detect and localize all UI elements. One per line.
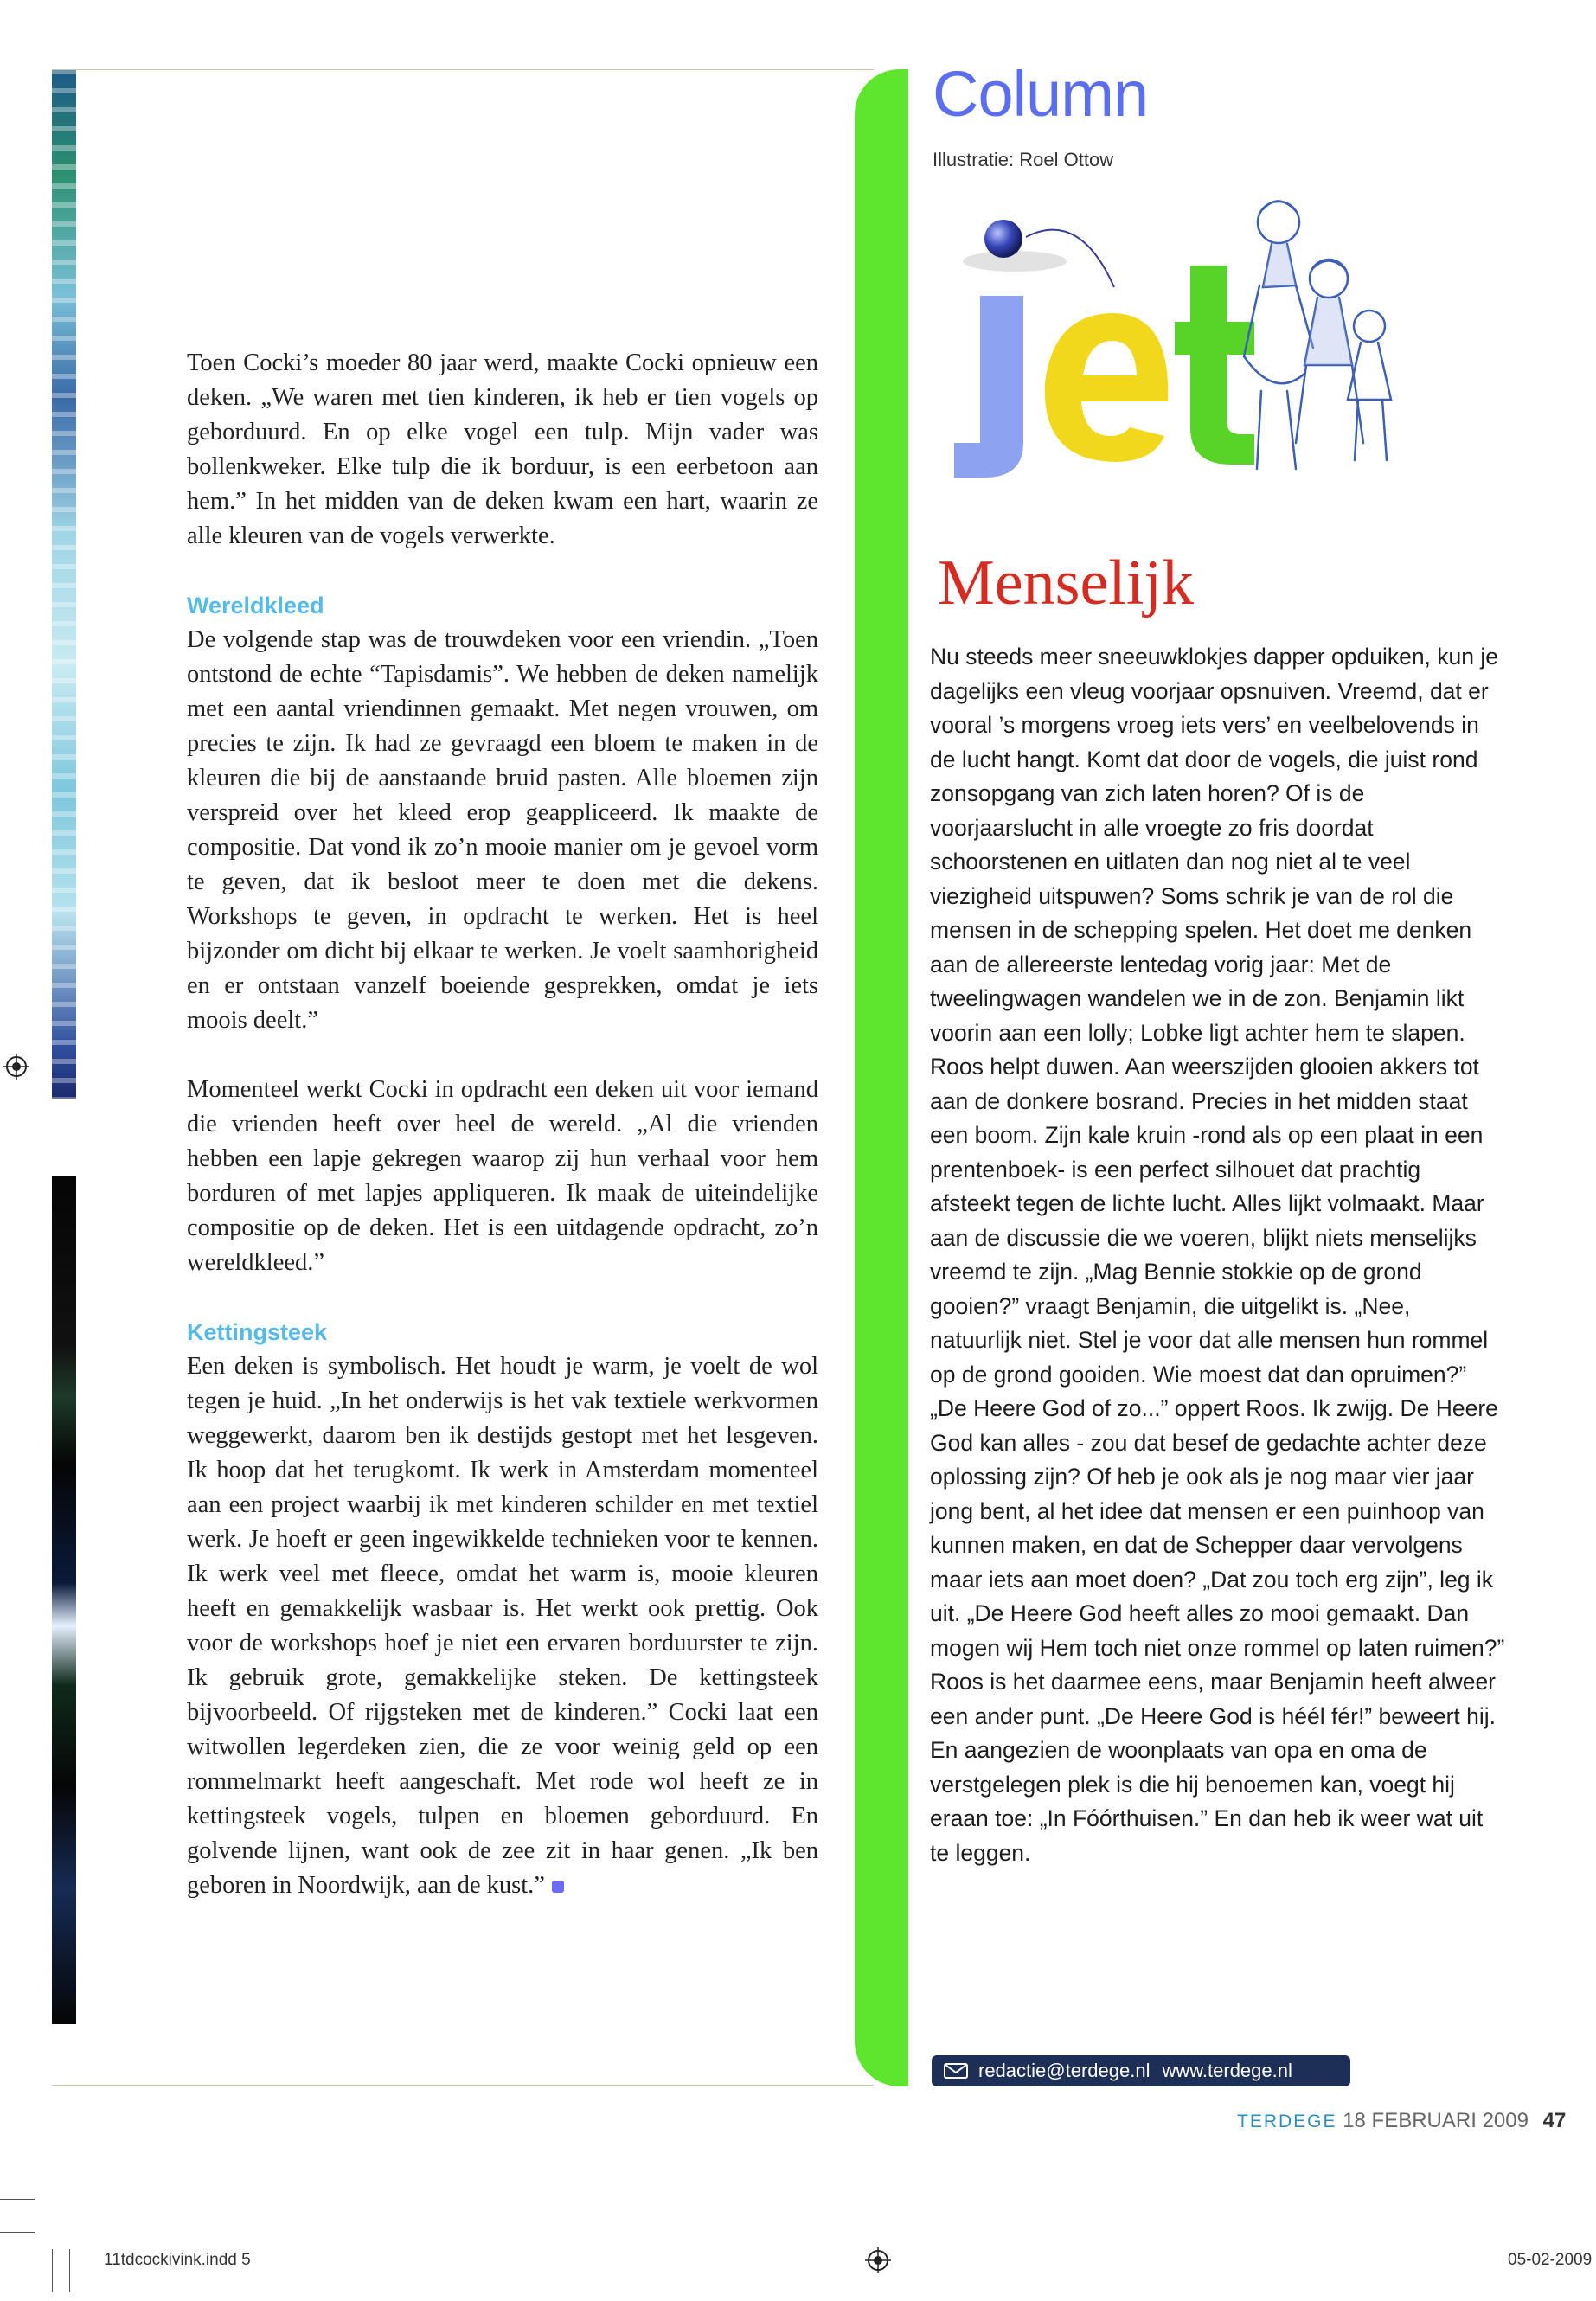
frame-rule-top [52,69,874,70]
article-paragraph-last [187,1349,818,1903]
subheading-kettingsteek: Kettingsteek [187,1319,328,1345]
article-intro: Toen Cocki’s moeder 80 jaar werd, maakte Cocki opnieuw een deken. „We waren met tien kinderen, ik heb er tien vogels op geborduurd. En op elke vogel een tulp. Mijn vader was bollenkweker. Elke tulp die ik borduur, is een eerbetoon aan hem.” In het midden van de deken kwam een hart, waarin ze alle kleuren van de vogels verwerkte. [187,349,818,549]
main-article [187,346,818,1903]
registration-mark-icon [865,2247,891,2273]
page-folio [1237,2109,1566,2133]
column-green-panel [855,69,908,2086]
page-number: 47 [1542,2109,1567,2132]
photo-strip-bottom [52,1176,76,2024]
column-body [930,640,1506,1870]
column-label: Column [933,58,1148,130]
illustration-credit: Illustratie: Roel Ottow [933,149,1114,170]
print-slug-file: 11tdcockivink.indd 5 [104,2251,251,2269]
contact-bar [932,2055,1350,2086]
subheading-wereldkleed: Wereldkleed [187,593,324,619]
jet-logo-illustration [933,183,1417,503]
end-mark-icon [552,1881,564,1893]
column-paragraph: Nu steeds meer sneeuwklokjes dapper opduiken, kun je dagelijks een vleug voorjaar opsnuiven. Vreemd, dat er vooral ’s morgens vroeg iets vers’ en veelbelovends in de lucht hangt. Komt dat door de vogels, die juist rond zonsopgang van zich laten horen? Of is de voorjaarslucht in alle vroegte zo fris doordat schoorstenen en uitlaten dan nog niet al te veel viezigheid uitspuwen? Soms schrik je van de rol die mensen in de schepping spelen. Het doet me denken aan de allereerste lentedag vorig jaar: Met de tweelingwagen wandelen we in de zon. Benjamin likt voorin aan een lolly; Lobke ligt achter hem te slapen. Roos helpt duwen. Aan weerszijden glooien akkers tot aan de donkere bosrand. Precies in het midden staat een boom. Zijn kale kruin -rond als op een plaat in een prentenboek- is een perfect silhouet dat prachtig afsteekt tegen de lichte lucht. Alles lijkt volmaakt. Maar aan de discussie die we voeren, blijkt niets menselijks vreemd te zijn. „Mag Bennie stokkie op de grond gooien?” vraagt Benjamin, die uitgelikt is. „Nee, natuurlijk niet. Stel je voor dat alle mensen hun rommel op de grond gooiden. Wie moest dat dan opruimen?” „De Heere God of zo...” oppert Roos. Ik zwijg. De Heere God kan alles - zou dat besef de gedachte achter deze oplossing zijn? Of heb je ook als je nog maar vier jaar jong bent, al het idee dat mensen er een puinhoop van kunnen maken, en dat de Schepper daar vervolgens maar iets aan moet doen? „Dat zou toch erg zijn”, leg ik uit. „De Heere God heeft alles zo mooi gemaakt. Dan mogen wij Hem toch niet onze rommel op laten ruimen?” Roos is het daarmee eens, maar Benjamin heeft alweer een ander punt. „De Heere God is héél fér!” beweert hij. En aangezien de woonplaats van opa en oma de verstgelegen plek is die hij benoemen kan, voegt hij eraan toe: „In Fóórthuisen.” En dan heb ik weer wat uit te leggen. [930,644,1505,1866]
issue-date: 18 FEBRUARI 2009 [1343,2109,1529,2132]
print-slug-date: 05-02-2009 [1508,2251,1593,2269]
column-title: Menselijk [938,548,1194,619]
registration-mark-icon [3,1054,29,1080]
photo-strip-top [52,69,76,1099]
contact-website-link[interactable]: www.terdege.nl [1162,2060,1292,2081]
crop-mark [0,2232,35,2233]
crop-mark [52,2249,53,2292]
crop-mark [0,2199,35,2200]
article-paragraph-text: Een deken is symbolisch. Het houdt je warm, je voelt de wol tegen je huid. „In het onderwijs is het vak textiele werkvormen weggewerkt, daarom ben ik destijds gestopt met het lesgeven. Ik hoop dat het terugkomt. Ik werk in Amsterdam momenteel aan een project waarbij ik met kinderen schilder en met textiel werk. Je hoeft er geen ingewikkelde technieken voor te kennen. Ik werk veel met fleece, omdat het warm is, mooie kleuren heeft en gemakkelijk wasbaar is. Het werkt ook prettig. Ook voor de workshops hoef je niet een ervaren borduurster te zijn. Ik gebruik grote, gemakkelijke steken. De kettingsteek bijvoorbeeld. Of rijgsteken met de kinderen.” Cocki laat een witwollen legerdeken zien, die ze voor weinig geld op een rommelmarkt heeft aangeschaft. Met rode wol heeft ze in kettingsteek vogels, tulpen en bloemen geborduurd. En golvende lijnen, want ook de zee zit in haar genen. „Ik ben geboren in Noordwijk, aan de kust.” [187,1353,818,1899]
crop-mark [69,2249,70,2292]
frame-rule-bottom [52,2085,874,2086]
article-paragraph: Momenteel werkt Cocki in opdracht een deken uit voor iemand die vrienden heeft over heel de wereld. „Al die vrienden hebben een lapje gekregen waarop zij hun verhaal voor hem borduren of met lapjes appliqueren. Ik maak de uiteindelijke compositie op de deken. Het is een uitdagende opdracht, zo’n wereldkleed.” [187,1076,818,1276]
mail-icon [944,2063,968,2079]
article-paragraph: De volgende stap was de trouwdeken voor een vriendin. „Toen ontstond de echte “Tapisdamis”. We hebben de deken namelijk met een aantal vriendinnen gemaakt. Met negen vrouwen, om precies te zijn. Ik had ze gevraagd een bloem te maken in de kleuren die bij de aanstaande bruid pasten. Alle bloemen zijn verspreid over het kleed erop geappliceerd. Ik maakte de compositie. Dat vond ik zo’n mooie manier om je gevoel vorm te geven, dat ik besloot meer te doen met die dekens. Workshops te geven, in opdracht te werken. Het is heel bijzonder om dicht bij elkaar te werken. Je voelt saamhorigheid en er ontstaan vanzelf boeiende gesprekken, omdat je iets moois deelt.” [187,626,818,1034]
contact-email-link[interactable]: redactie@terdege.nl [978,2060,1151,2081]
magazine-name: TERDEGE [1237,2112,1337,2131]
dot-ball-icon [984,220,1022,258]
